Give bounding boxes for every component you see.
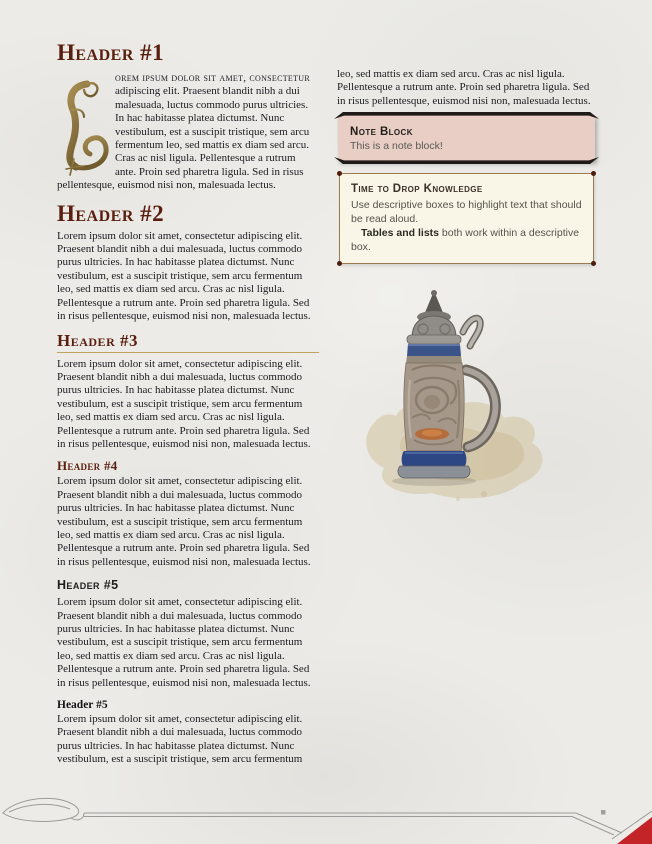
header-5: Header #5 <box>57 578 119 593</box>
stein-lid <box>407 290 461 344</box>
right-column <box>337 68 596 264</box>
paragraph-2: Lorem ipsum dolor sit amet, consectetur adipiscing elit. Praesent blandit nibh a dui malesuada, luctus commodo purus ultricies. In hac habitasse platea dictumst. Nunc vestibulum, est a suscipit tristique, sem arcu fermentum leo, sed mattis ex diam sed arcu. Cras ac nisl ligula. Pellentesque a rutrum ante. Proin sed pharetra ligula. Sed in risus pellentesque, euismod nisi non, malesuada lectus. <box>57 229 311 323</box>
overflow-paragraph: leo, sed mattis ex diam sed arcu. Cras ac nisl ligula. Pellentesque a rutrum ante. Proin sed pharetra ligula. Sed in risus pellentesque, euismod nisi non, malesuada lectus. <box>337 68 591 107</box>
note-block-body: This is a note block! <box>350 140 443 153</box>
descriptive-box-title: Time to Drop Knowledge <box>351 183 483 196</box>
footer-red-corner <box>617 817 652 844</box>
footer-square-dot <box>601 810 606 815</box>
paragraph-4: Lorem ipsum dolor sit amet, consectetur adipiscing elit. Praesent blandit nibh a dui malesuada, luctus commodo purus ultricies. In hac habitasse platea dictumst. Nunc vestibulum, est a suscipit tristique, sem arcu fermentum leo, sed mattis ex diam sed arcu. Cras ac nisl ligula. Pellentesque a rutrum ante. Proin sed pharetra ligula. Sed in risus pellentesque, euismod nisi non, malesuada lectus. <box>57 475 311 568</box>
header-6-bold: Header #5 <box>57 699 108 712</box>
dropcap-rest-text: adipiscing elit. Praesent blandit nibh a dui malesuada, luctus commodo purus ultricies. In hac habitasse platea dictumst. Nunc vestibulum, est a suscipit tristique, sem arcu fermentum leo, sed mattis ex diam sed arcu. Cras ac nisl ligula. Pellentesque a rutrum ante. Proin sed pharetra ligula. Sed in risus pellentesque, euismod nisi non, malesuada lectus. <box>57 85 310 192</box>
header-2: Header #2 <box>57 200 165 226</box>
note-block-top-border <box>334 112 599 119</box>
corner-dot-icon <box>591 171 596 176</box>
note-block <box>338 115 595 161</box>
dropcap-paragraph <box>57 72 319 193</box>
header-4: Header #4 <box>57 458 118 474</box>
descriptive-box-line1: Use descriptive boxes to highlight text that should be read aloud. <box>351 199 582 225</box>
dropcap-first-line: orem ipsum dolor sit amet, consectetur <box>115 72 311 84</box>
paragraph-5: Lorem ipsum dolor sit amet, consectetur adipiscing elit. Praesent blandit nibh a dui malesuada, luctus commodo purus ultricies. In hac habitasse platea dictumst. Nunc vestibulum, est a suscipit tristique, sem arcu fermentum leo, sed mattis ex diam sed arcu. Cras ac nisl ligula. Pellentesque a rutrum ante. Proin sed pharetra ligula. Sed in risus pellentesque, euismod nisi non, malesuada lectus. <box>57 596 311 689</box>
note-block-title: Note Block <box>350 126 413 139</box>
left-column <box>57 40 319 767</box>
descriptive-box-bold-text: Tables and lists <box>361 227 439 240</box>
descriptive-box-line2 <box>351 227 582 254</box>
header-1: Header #1 <box>57 40 165 65</box>
descriptive-box <box>339 173 594 264</box>
corner-dot-icon <box>591 261 596 266</box>
corner-dot-icon <box>337 171 342 176</box>
corner-dot-icon <box>337 261 342 266</box>
descriptive-box-line2-rest: both work within a descriptive box. <box>351 227 580 253</box>
stein-body <box>404 363 464 451</box>
header-3: Header #3 <box>57 331 319 353</box>
footer-decoration <box>0 792 652 844</box>
beer-stein-illustration <box>362 288 558 504</box>
paragraph-3: Lorem ipsum dolor sit amet, consectetur adipiscing elit. Praesent blandit nibh a dui malesuada, luctus commodo purus ultricies. In hac habitasse platea dictumst. Nunc vestibulum, est a suscipit tristique, sem arcu fermentum leo, sed mattis ex diam sed arcu. Cras ac nisl ligula. Pellentesque a rutrum ante. Proin sed pharetra ligula. Sed in risus pellentesque, euismod nisi non, malesuada lectus. <box>57 357 311 450</box>
dropcap-letter-icon <box>57 75 109 177</box>
paragraph-6-truncated: Lorem ipsum dolor sit amet, consectetur adipiscing elit. Praesent blandit nibh a dui malesuada, luctus commodo purus ultricies. In hac habitasse platea dictumst. Nunc vestibulum, est a suscipit tristique, sem arcu fermentum <box>57 713 303 766</box>
note-block-bottom-border <box>334 157 599 164</box>
beer-stein-icon <box>362 288 558 504</box>
stein-base <box>398 451 470 478</box>
